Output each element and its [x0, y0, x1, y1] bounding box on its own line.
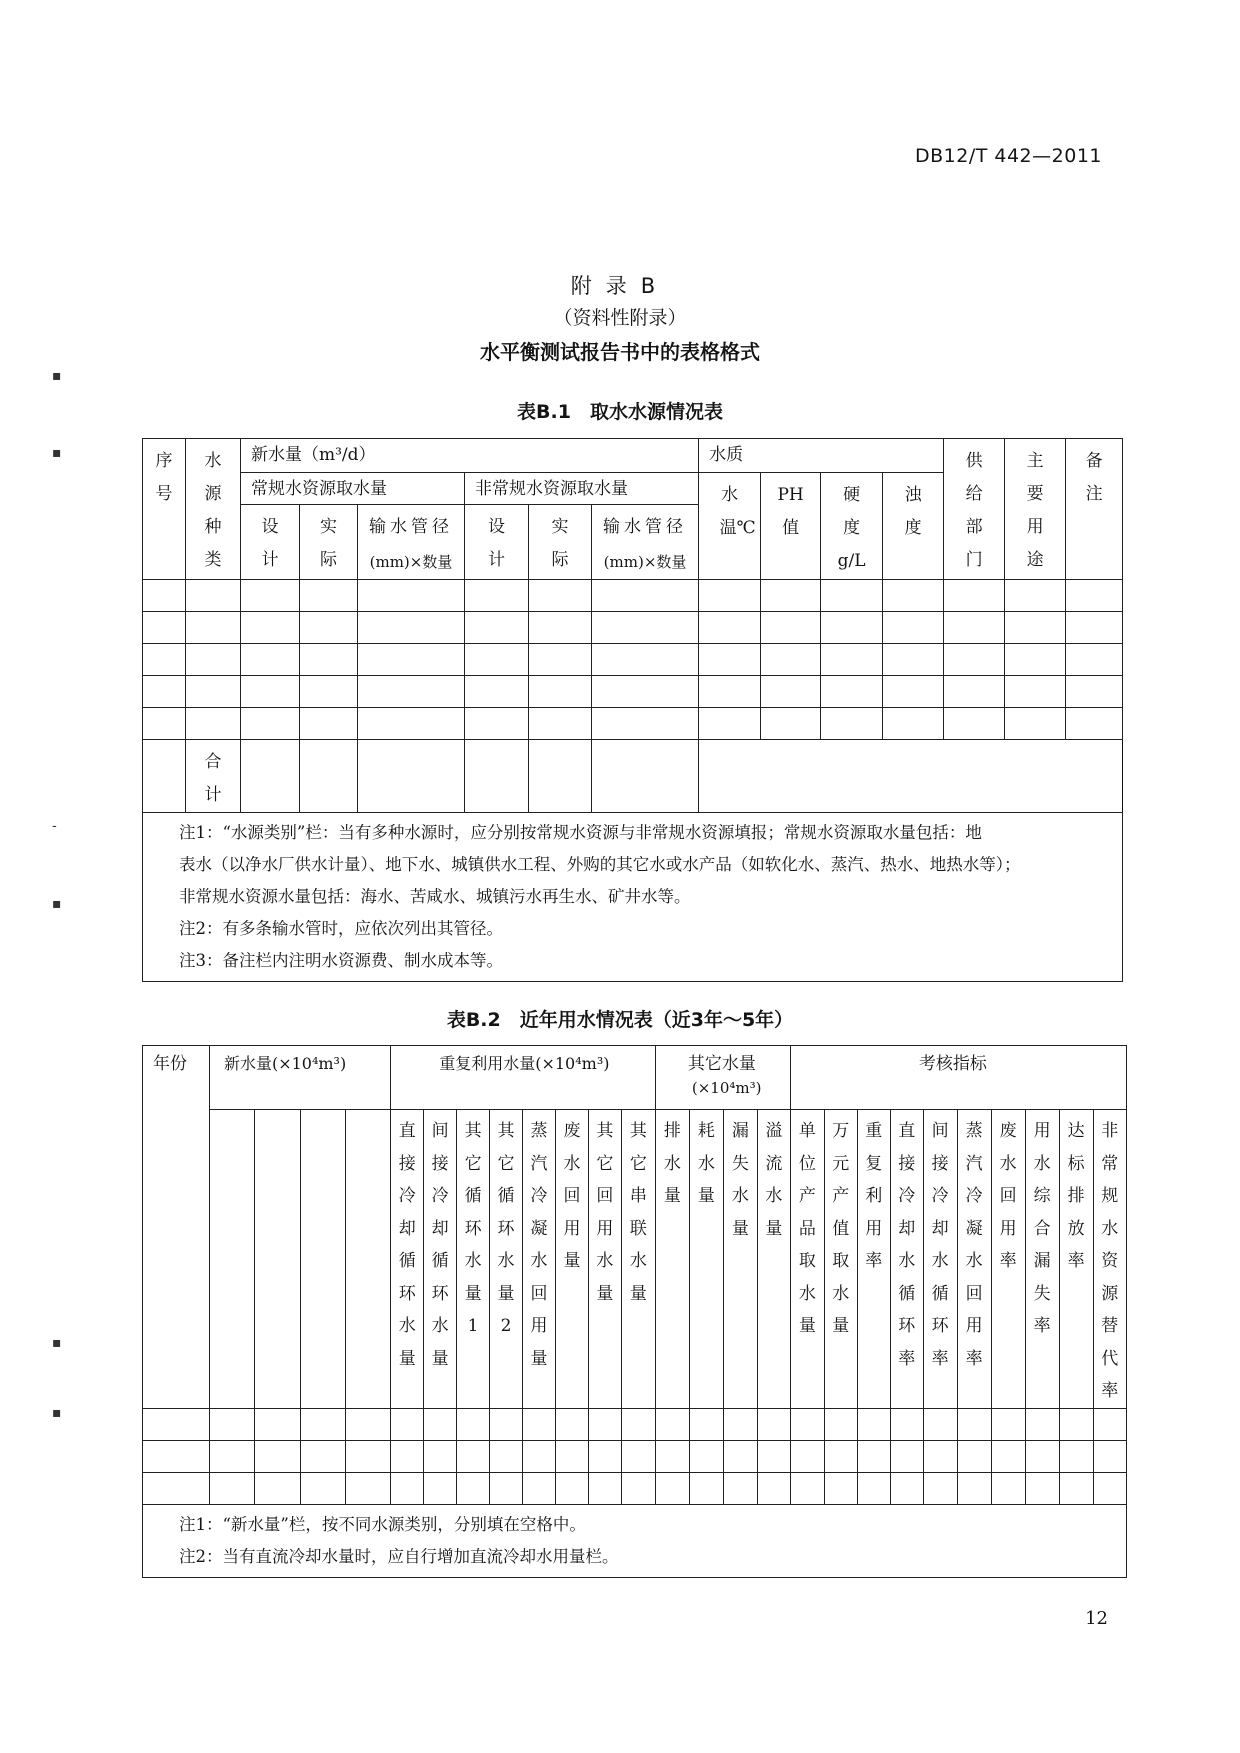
index-col-header — [857, 1110, 890, 1409]
reuse-label: 重复利用水量(×10⁴m³) — [439, 1054, 610, 1073]
quality-header — [699, 439, 944, 473]
table1-notes — [143, 813, 1123, 982]
remark-label: 备注 — [1085, 451, 1103, 504]
temp-label: 水温℃ — [719, 485, 756, 538]
conv-actual — [300, 505, 358, 580]
index-col-header — [824, 1110, 857, 1409]
reuse-col-header — [457, 1110, 490, 1409]
index-col-header — [991, 1110, 1025, 1409]
other-col-header — [723, 1110, 757, 1409]
conv-header — [241, 473, 465, 505]
total-label: 合计 — [204, 752, 222, 805]
year-label: 年份 — [153, 1054, 187, 1074]
use-label: 主要用途 — [1026, 451, 1044, 570]
nonconv-label: 非常规水资源取水量 — [475, 479, 628, 499]
index-col-header — [957, 1110, 991, 1409]
design-label: 设计 — [488, 517, 505, 570]
new-sub-col — [255, 1110, 300, 1409]
actual-label: 实际 — [320, 517, 337, 570]
note-line: 注2：当有直流冷却水量时，应自行增加直流冷却水用量栏。 — [179, 1546, 619, 1566]
index-col-label: 非常规水资源替代率 — [1101, 1121, 1119, 1401]
scan-mark: - — [52, 818, 57, 834]
reuse-col-header — [588, 1110, 621, 1409]
appendix-subtitle: （资料性附录） — [553, 307, 687, 329]
other-col-header — [689, 1110, 723, 1409]
pipe-label: 输水管径 — [369, 517, 453, 537]
index-col-header — [1093, 1110, 1126, 1409]
appendix-title: 附录B — [570, 274, 670, 298]
ph-label: PH — [777, 485, 804, 505]
use-header — [1005, 439, 1066, 580]
reuse-col-header — [391, 1110, 424, 1409]
reuse-col-label: 其它循环水量2 — [497, 1121, 515, 1336]
new-sub-col — [300, 1110, 345, 1409]
standard-number: DB12/T 442—2011 — [914, 145, 1102, 167]
reuse-col-label: 直接冷却循环水量 — [398, 1121, 416, 1369]
hard-label: 硬度 — [843, 485, 861, 538]
reuse-header — [391, 1046, 656, 1110]
quality-label: 水质 — [709, 445, 744, 465]
annual-water-use-table — [142, 1045, 1127, 1578]
other-header — [655, 1046, 790, 1110]
ph-label-2: 值 — [782, 518, 800, 538]
seq-label: 序号 — [155, 451, 173, 504]
table-row — [143, 580, 1123, 612]
total-blank — [699, 740, 1123, 813]
index-col-label: 达标排放率 — [1067, 1121, 1085, 1271]
other-unit: (×10⁴m³) — [691, 1079, 762, 1097]
table2-title: 表B.2 近年用水情况表（近3年～5年） — [446, 1009, 794, 1031]
scan-mark: ▪ — [52, 445, 62, 461]
hard-unit: g/L — [837, 551, 866, 571]
note-line: 表水（以净水厂供水计量）、地下水、城镇供水工程、外购的其它水或水产品（如软化水、蒸汽、热水、地热水等）； — [179, 855, 1021, 874]
table1-title: 表B.1 取水水源情况表 — [517, 401, 723, 423]
hard-header — [821, 473, 883, 580]
new-header — [209, 1046, 390, 1110]
other-col-header — [757, 1110, 790, 1409]
nonconv-header — [465, 473, 699, 505]
table-row — [143, 1440, 1127, 1472]
conv-design — [241, 505, 300, 580]
index-col-label: 重复利用率 — [865, 1121, 883, 1271]
type-label: 水源种类 — [204, 451, 222, 570]
reuse-col-label: 其它循环水量1 — [464, 1121, 482, 1336]
new-sub-col — [345, 1110, 390, 1409]
reuse-col-label: 蒸汽冷凝水回用量 — [530, 1121, 548, 1369]
conv-label: 常规水资源取水量 — [251, 479, 387, 499]
page-number: 12 — [1085, 1608, 1108, 1629]
design-label: 设计 — [261, 517, 279, 570]
turb-header — [883, 473, 944, 580]
reuse-col-header — [424, 1110, 457, 1409]
index-col-label: 废水回用率 — [999, 1121, 1017, 1271]
dept-header — [944, 439, 1005, 580]
new-label: 新水量(×10⁴m³) — [223, 1054, 347, 1073]
year-header — [143, 1046, 210, 1409]
note-line: 注2：有多条输水管时，应依次列出其管径。 — [179, 919, 503, 938]
index-col-label: 直接冷却水循环率 — [898, 1121, 916, 1369]
table-row — [143, 708, 1123, 740]
index-col-label: 单位产品取水量 — [798, 1121, 816, 1336]
reuse-col-header — [523, 1110, 556, 1409]
index-col-header — [923, 1110, 957, 1409]
index-col-header — [1059, 1110, 1093, 1409]
scan-mark: ▪ — [52, 896, 62, 912]
index-col-label: 用水综合漏失率 — [1033, 1121, 1051, 1336]
other-col-header — [655, 1110, 689, 1409]
other-col-label: 排水量 — [663, 1121, 681, 1206]
reuse-col-label: 间接冷却循环水量 — [431, 1121, 449, 1369]
ph-header — [761, 473, 821, 580]
note-line: 注1：“新水量”栏，按不同水源类别，分别填在空格中。 — [179, 1514, 586, 1534]
reuse-col-header — [621, 1110, 655, 1409]
newwater-header — [241, 439, 699, 473]
nonconv-design — [465, 505, 529, 580]
col-seq-header — [143, 439, 186, 580]
pipe-label: 输水管径 — [603, 517, 688, 537]
index-col-header — [890, 1110, 923, 1409]
pipe-unit: (mm)×数量 — [369, 553, 453, 571]
index-col-label: 万元产值取水量 — [832, 1121, 850, 1336]
table-row — [143, 1472, 1127, 1504]
index-col-label: 间接冷却水循环率 — [931, 1121, 949, 1369]
index-header — [790, 1046, 1126, 1110]
reuse-col-label: 其它串联水量 — [629, 1121, 647, 1304]
new-sub-col — [209, 1110, 254, 1409]
scan-mark: ▪ — [52, 368, 62, 384]
total-row — [143, 740, 1123, 813]
dept-label: 供给部门 — [965, 451, 983, 570]
index-label: 考核指标 — [918, 1054, 987, 1074]
table-row — [143, 1408, 1127, 1440]
index-col-header — [1025, 1110, 1059, 1409]
reuse-col-header — [490, 1110, 523, 1409]
remark-header — [1066, 439, 1123, 580]
other-col-label: 溢流水量 — [765, 1121, 783, 1239]
table-row — [143, 644, 1123, 676]
other-col-label: 耗水量 — [697, 1121, 715, 1206]
turb-label: 浊度 — [904, 485, 922, 538]
table-row — [143, 676, 1123, 708]
note-line: 注1：“水源类别”栏：当有多种水源时，应分别按常规水资源与非常规水资源填报；常规水资源取水量包括：地 — [179, 823, 982, 842]
nonconv-actual — [529, 505, 592, 580]
index-col-label: 蒸汽冷凝水回用率 — [965, 1121, 983, 1369]
conv-pipe — [358, 505, 465, 580]
reuse-col-label: 其它回用水量 — [596, 1121, 614, 1304]
table-row — [143, 612, 1123, 644]
index-col-header — [790, 1110, 824, 1409]
reuse-col-header — [555, 1110, 588, 1409]
note-line: 非常规水资源水量包括：海水、苦咸水、城镇污水再生水、矿井水等。 — [179, 887, 691, 906]
temp-header — [699, 473, 761, 580]
note-line: 注3：备注栏内注明水资源费、制水成本等。 — [179, 951, 503, 970]
reuse-col-label: 废水回用量 — [563, 1121, 581, 1271]
table2-notes — [143, 1504, 1127, 1577]
newwater-label: 新水量（m³/d） — [251, 445, 376, 465]
actual-label: 实际 — [551, 517, 569, 570]
scan-mark: ▪ — [52, 1335, 62, 1351]
water-source-table — [142, 438, 1123, 982]
other-col-label: 漏失水量 — [731, 1121, 749, 1239]
other-label: 其它水量 — [687, 1054, 756, 1074]
nonconv-pipe — [592, 505, 699, 580]
scan-mark: ▪ — [52, 1405, 62, 1421]
col-type-header — [186, 439, 241, 580]
pipe-unit: (mm)×数量 — [603, 553, 687, 571]
appendix-name: 水平衡测试报告书中的表格格式 — [480, 340, 760, 364]
